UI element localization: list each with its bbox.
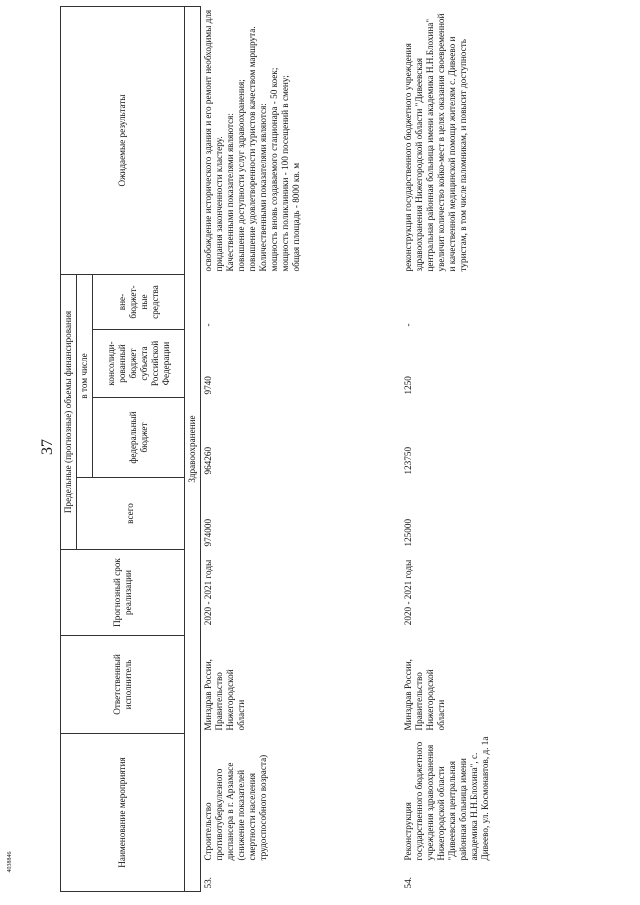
header-funding-group: Предельные (прогнозные) объемы финансирования xyxy=(61,275,77,550)
row-term: 2020 - 2021 годы xyxy=(402,559,413,626)
rotated-table-sheet xyxy=(60,7,640,892)
row-number: 53. xyxy=(203,877,213,889)
row-executor: Минздрав России, Правительство Нижегородской области xyxy=(402,659,446,731)
funding-table xyxy=(60,6,601,892)
header-federal: федеральный бюджет xyxy=(93,398,185,478)
header-executor: Ответственный исполнитель xyxy=(61,636,185,734)
table-row xyxy=(401,7,601,892)
footer-code: 4038846 xyxy=(7,851,13,873)
row-federal: 123750 xyxy=(402,446,413,475)
page-number: 37 xyxy=(39,439,56,455)
table-row xyxy=(201,7,401,892)
header-total: всего xyxy=(77,478,185,550)
row-extra: - xyxy=(203,323,213,327)
row-results: реконструкция государственного бюджетного учреждения здравоохранения Нижегородской области "Дивеевская центральная районная больница имени академика Н.Н.Блохина" увеличит количество койко-мест в целях оказания своевременной и качественной медицинской помощи жителям с. Дивеево и туристам, в том числе паломникам, и повысит доступность xyxy=(402,13,468,272)
header-including: в том числе xyxy=(77,275,93,478)
row-total: 125000 xyxy=(402,518,413,547)
header-regional: консолиди-рованный бюджет субъекта Российской Федерации xyxy=(93,330,185,398)
header-term: Прогнозный срок реализации xyxy=(61,550,185,636)
section-title: Здравоохранение xyxy=(185,7,201,892)
row-extra: - xyxy=(402,323,413,327)
row-term: 2020 - 2021 годы xyxy=(203,559,213,626)
row-regional: 1250 xyxy=(402,376,413,395)
row-total: 974000 xyxy=(203,518,213,547)
row-name: Реконструкция государственного бюджетного учреждения здравоохранения Нижегородской области "Дивеевская центральная районная больница имени академика Н.Н.Блохина", с. Дивеево, ул. Космонавтов, д. 1а xyxy=(402,736,490,861)
row-executor: Минздрав России, Правительство Нижегородской области xyxy=(203,659,246,731)
row-regional: 9740 xyxy=(203,376,213,395)
row-number: 54. xyxy=(402,877,413,889)
row-federal: 964260 xyxy=(203,446,213,475)
header-results: Ожидаемые результаты xyxy=(61,7,185,275)
row-name: Строительство противотуберкулезного диспансера в г. Арзамасе (снижение показателей смертности населения трудоспособного возраста) xyxy=(203,754,268,861)
row-results: освобождение исторического здания и его ремонт необходимы для придания законченности кластеру. Качественными показателями являются: повышение доступности услуг здравоохранения; повышение удовлетворенности туристов качеством маршрута. Количественными показателями являются: мощность вновь создаваемого стационара - 50 коек; мощность поликлиники - 100 посещений в смену; общая площадь - 8000 кв. м xyxy=(203,9,301,272)
header-extra: вне-бюджет-ные средства xyxy=(93,275,185,330)
header-name: Наименование мероприятия xyxy=(61,734,185,892)
